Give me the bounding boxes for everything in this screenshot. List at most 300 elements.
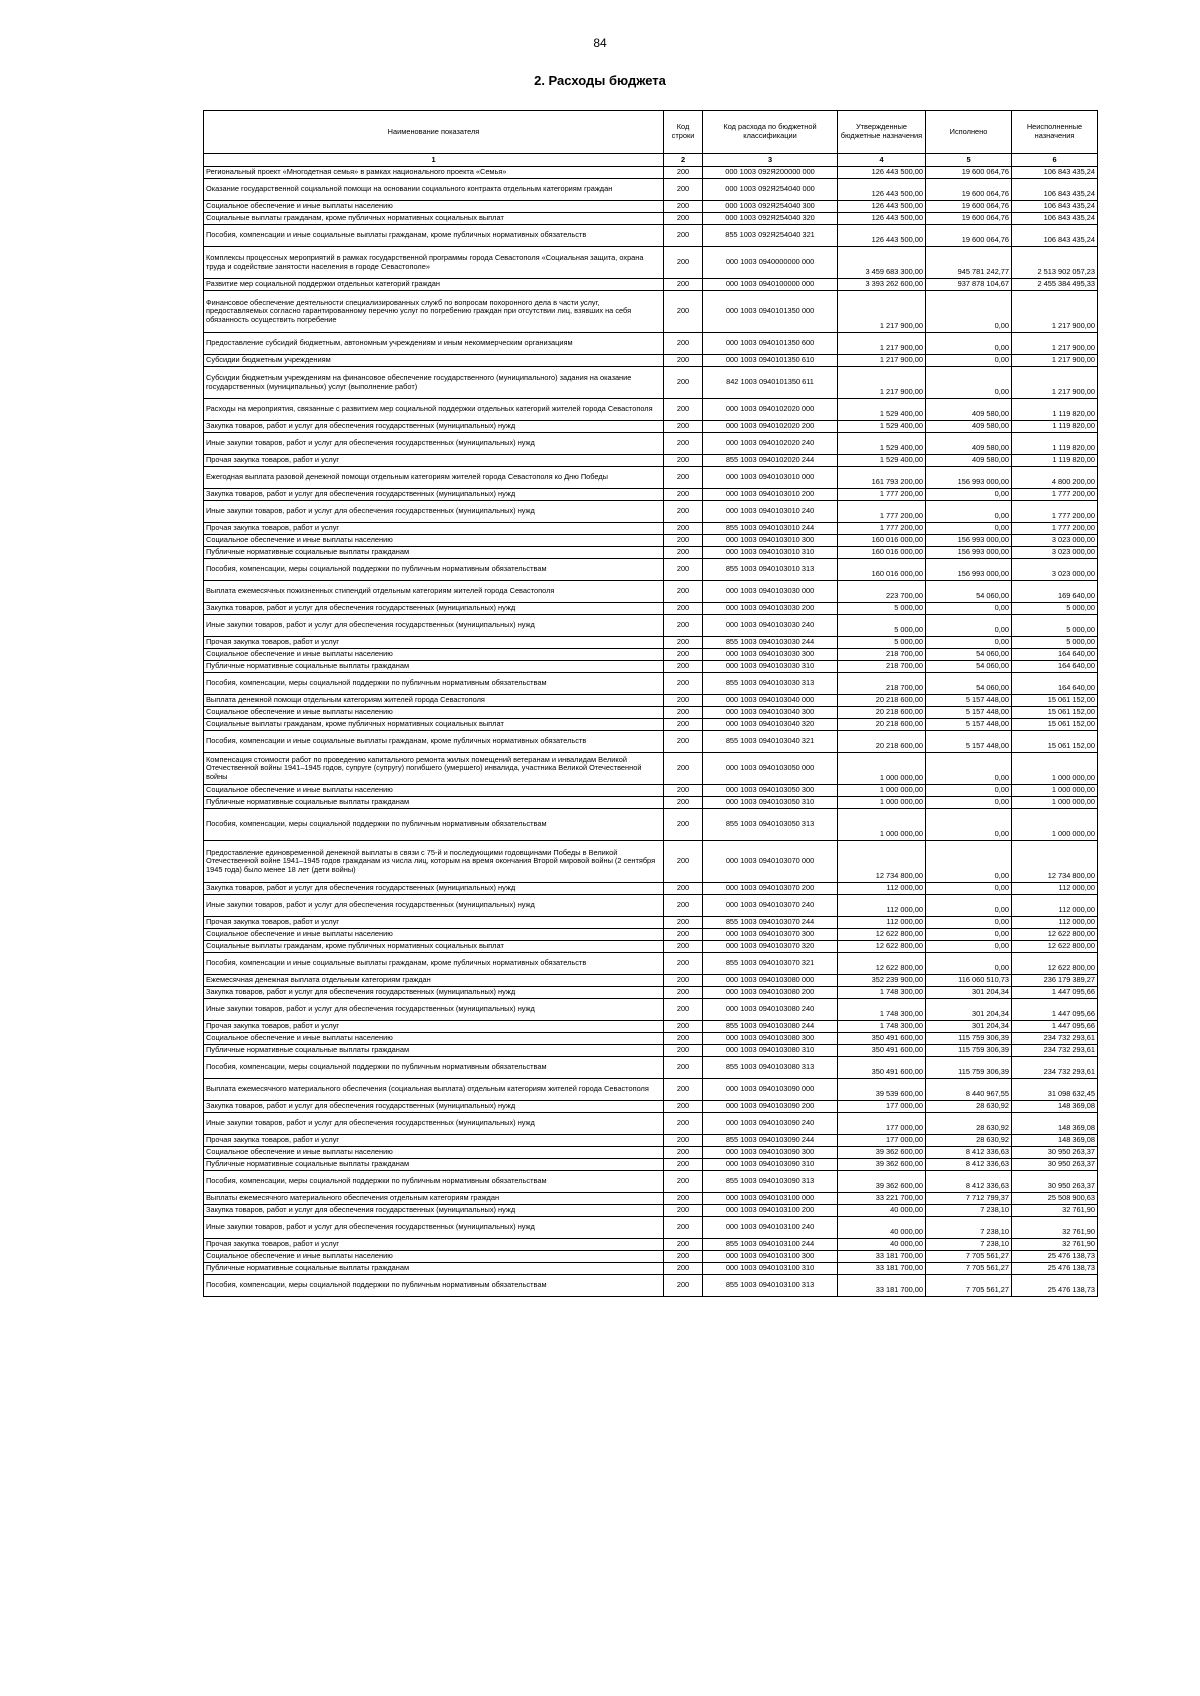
row-name: Социальное обеспечение и иные выплаты населению [204,649,664,661]
row-name: Финансовое обеспечение деятельности специализированных служб по вопросам похоронного дела в части услуг, предоставляемых согласно гарантированному перечню услуг по погребению граждан при отсутствии лиц, взявших на себя обязанность осуществить погребение [204,291,664,333]
row-name: Прочая закупка товаров, работ и услуг [204,1239,664,1251]
row-executed: 7 705 561,27 [926,1251,1012,1263]
table-row [204,467,1098,489]
row-remaining: 1 000 000,00 [1012,797,1098,809]
row-line-code: 200 [664,1275,703,1297]
row-name: Закупка товаров, работ и услуг для обеспечения государственных (муниципальных) нужд [204,883,664,895]
column-header-name: Наименование показателя [204,111,664,154]
row-remaining: 148 369,08 [1012,1101,1098,1113]
row-name: Пособия, компенсации и иные социальные выплаты гражданам, кроме публичных нормативных обязательств [204,731,664,753]
row-remaining: 106 843 435,24 [1012,213,1098,225]
row-approved: 1 000 000,00 [838,785,926,797]
row-approved: 1 748 300,00 [838,1021,926,1033]
row-approved: 126 443 500,00 [838,167,926,179]
row-approved: 3 459 683 300,00 [838,247,926,279]
row-executed: 5 157 448,00 [926,707,1012,719]
row-line-code: 200 [664,501,703,523]
table-row [204,547,1098,559]
row-approved: 126 443 500,00 [838,213,926,225]
row-approved: 5 000,00 [838,637,926,649]
row-name: Публичные нормативные социальные выплаты гражданам [204,1045,664,1057]
row-executed: 7 705 561,27 [926,1275,1012,1297]
row-remaining: 1 000 000,00 [1012,809,1098,841]
row-line-code: 200 [664,213,703,225]
row-line-code: 200 [664,731,703,753]
row-line-code: 200 [664,941,703,953]
row-remaining: 1 217 900,00 [1012,367,1098,399]
row-approved: 112 000,00 [838,883,926,895]
row-executed: 7 238,10 [926,1239,1012,1251]
row-classification-code: 855 1003 0940103090 244 [703,1135,838,1147]
row-name: Прочая закупка товаров, работ и услуг [204,455,664,467]
row-approved: 39 539 600,00 [838,1079,926,1101]
row-approved: 177 000,00 [838,1113,926,1135]
row-name: Закупка товаров, работ и услуг для обеспечения государственных (муниципальных) нужд [204,1205,664,1217]
row-approved: 352 239 900,00 [838,975,926,987]
row-line-code: 200 [664,225,703,247]
table-row [204,637,1098,649]
page-number: 84 [593,36,607,50]
row-name: Выплата денежной помощи отдельным категориям жителей города Севастополя [204,695,664,707]
row-executed: 0,00 [926,603,1012,615]
row-executed: 7 705 561,27 [926,1263,1012,1275]
row-name: Прочая закупка товаров, работ и услуг [204,637,664,649]
row-line-code: 200 [664,581,703,603]
table-row [204,1033,1098,1045]
table-row [204,1045,1098,1057]
row-executed: 28 630,92 [926,1135,1012,1147]
row-remaining: 148 369,08 [1012,1135,1098,1147]
row-name: Субсидии бюджетным учреждениям [204,355,664,367]
row-approved: 126 443 500,00 [838,225,926,247]
row-name: Выплата ежемесячных пожизненных стипендий отдельным категориям жителей города Севастополя [204,581,664,603]
row-remaining: 2 455 384 495,33 [1012,279,1098,291]
row-approved: 218 700,00 [838,673,926,695]
row-classification-code: 855 1003 0940103080 244 [703,1021,838,1033]
column-number: 5 [926,154,1012,167]
table-row [204,433,1098,455]
row-name: Прочая закупка товаров, работ и услуг [204,523,664,535]
table-row [204,975,1098,987]
row-approved: 40 000,00 [838,1217,926,1239]
row-approved: 160 016 000,00 [838,559,926,581]
row-line-code: 200 [664,999,703,1021]
row-name: Социальные выплаты гражданам, кроме публичных нормативных социальных выплат [204,719,664,731]
row-classification-code: 855 1003 0940103080 313 [703,1057,838,1079]
row-remaining: 1 777 200,00 [1012,523,1098,535]
row-classification-code: 855 1003 0940103070 321 [703,953,838,975]
row-classification-code: 000 1003 092Я254040 300 [703,201,838,213]
row-approved: 1 217 900,00 [838,291,926,333]
row-executed: 8 412 336,63 [926,1159,1012,1171]
row-remaining: 234 732 293,61 [1012,1033,1098,1045]
row-name: Иные закупки товаров, работ и услуг для обеспечения государственных (муниципальных) нужд [204,1113,664,1135]
row-approved: 39 362 600,00 [838,1171,926,1193]
row-name: Иные закупки товаров, работ и услуг для обеспечения государственных (муниципальных) нужд [204,999,664,1021]
row-remaining: 1 777 200,00 [1012,489,1098,501]
row-classification-code: 855 1003 0940103010 313 [703,559,838,581]
row-approved: 33 181 700,00 [838,1251,926,1263]
row-executed: 19 600 064,76 [926,225,1012,247]
row-classification-code: 000 1003 0940103090 310 [703,1159,838,1171]
row-name: Ежегодная выплата разовой денежной помощи отдельным категориям жителей города Севастополя ко Дню Победы [204,467,664,489]
row-line-code: 200 [664,719,703,731]
row-approved: 12 734 800,00 [838,841,926,883]
row-line-code: 200 [664,367,703,399]
row-executed: 0,00 [926,895,1012,917]
row-remaining: 15 061 152,00 [1012,695,1098,707]
row-line-code: 200 [664,433,703,455]
row-executed: 0,00 [926,615,1012,637]
row-executed: 156 993 000,00 [926,467,1012,489]
row-name: Социальные выплаты гражданам, кроме публичных нормативных социальных выплат [204,213,664,225]
row-name: Оказание государственной социальной помощи на основании социального контракта отдельным категориям граждан [204,179,664,201]
row-remaining: 106 843 435,24 [1012,225,1098,247]
row-executed: 54 060,00 [926,649,1012,661]
row-classification-code: 000 1003 0940103030 200 [703,603,838,615]
table-row [204,535,1098,547]
row-name: Предоставление субсидий бюджетным, автономным учреждениям и иным некоммерческим организациям [204,333,664,355]
row-executed: 7 238,10 [926,1217,1012,1239]
row-executed: 8 440 967,55 [926,1079,1012,1101]
row-classification-code: 000 1003 0940103070 200 [703,883,838,895]
row-classification-code: 855 1003 0940103100 313 [703,1275,838,1297]
row-name: Иные закупки товаров, работ и услуг для обеспечения государственных (муниципальных) нужд [204,501,664,523]
table-row [204,1147,1098,1159]
row-remaining: 12 622 800,00 [1012,953,1098,975]
row-classification-code: 000 1003 0940103080 310 [703,1045,838,1057]
row-approved: 33 181 700,00 [838,1275,926,1297]
row-name: Субсидии бюджетным учреждениям на финансовое обеспечение государственного (муниципального) задания на оказание государственных (муниципальных) услуг (выполнение работ) [204,367,664,399]
row-line-code: 200 [664,637,703,649]
row-executed: 0,00 [926,941,1012,953]
row-classification-code: 855 1003 0940103030 313 [703,673,838,695]
row-name: Социальное обеспечение и иные выплаты населению [204,201,664,213]
row-line-code: 200 [664,1147,703,1159]
row-approved: 126 443 500,00 [838,179,926,201]
row-executed: 0,00 [926,841,1012,883]
row-classification-code: 000 1003 092Я254040 320 [703,213,838,225]
row-line-code: 200 [664,1021,703,1033]
row-classification-code: 855 1003 0940103030 244 [703,637,838,649]
row-executed: 28 630,92 [926,1101,1012,1113]
row-name: Социальное обеспечение и иные выплаты населению [204,707,664,719]
row-classification-code: 000 1003 0940103050 310 [703,797,838,809]
row-executed: 0,00 [926,753,1012,785]
row-remaining: 15 061 152,00 [1012,719,1098,731]
table-row [204,581,1098,603]
row-name: Региональный проект «Многодетная семья» в рамках национального проекта «Семья» [204,167,664,179]
row-remaining: 30 950 263,37 [1012,1159,1098,1171]
row-approved: 12 622 800,00 [838,929,926,941]
table-row [204,785,1098,797]
row-executed: 301 204,34 [926,999,1012,1021]
row-line-code: 200 [664,291,703,333]
row-name: Прочая закупка товаров, работ и услуг [204,917,664,929]
table-row [204,841,1098,883]
row-remaining: 25 508 900,63 [1012,1193,1098,1205]
row-line-code: 200 [664,649,703,661]
row-classification-code: 000 1003 0940103010 200 [703,489,838,501]
row-remaining: 15 061 152,00 [1012,731,1098,753]
row-classification-code: 000 1003 0940103050 300 [703,785,838,797]
row-remaining: 236 179 389,27 [1012,975,1098,987]
column-number-row [204,154,1098,167]
row-remaining: 25 476 138,73 [1012,1251,1098,1263]
row-classification-code: 000 1003 0940103070 320 [703,941,838,953]
row-name: Иные закупки товаров, работ и услуг для обеспечения государственных (муниципальных) нужд [204,895,664,917]
row-name: Пособия, компенсации, меры социальной поддержки по публичным нормативным обязательствам [204,1171,664,1193]
table-row [204,167,1098,179]
row-executed: 54 060,00 [926,581,1012,603]
row-line-code: 200 [664,421,703,433]
row-line-code: 200 [664,661,703,673]
table-row [204,809,1098,841]
row-remaining: 2 513 902 057,23 [1012,247,1098,279]
table-row [204,1217,1098,1239]
row-line-code: 200 [664,201,703,213]
row-line-code: 200 [664,1113,703,1135]
table-row [204,929,1098,941]
row-line-code: 200 [664,1193,703,1205]
row-line-code: 200 [664,1205,703,1217]
row-remaining: 12 622 800,00 [1012,929,1098,941]
row-classification-code: 000 1003 0940103010 310 [703,547,838,559]
row-classification-code: 000 1003 0940102020 200 [703,421,838,433]
row-classification-code: 000 1003 0940103100 310 [703,1263,838,1275]
table-row [204,333,1098,355]
row-classification-code: 000 1003 0940100000 000 [703,279,838,291]
row-name: Закупка товаров, работ и услуг для обеспечения государственных (муниципальных) нужд [204,421,664,433]
row-classification-code: 000 1003 0940103080 300 [703,1033,838,1045]
row-line-code: 200 [664,489,703,501]
row-classification-code: 000 1003 0940103070 000 [703,841,838,883]
row-executed: 7 238,10 [926,1205,1012,1217]
row-remaining: 15 061 152,00 [1012,707,1098,719]
row-remaining: 1 119 820,00 [1012,421,1098,433]
row-remaining: 1 447 095,66 [1012,999,1098,1021]
row-classification-code: 000 1003 0940103070 300 [703,929,838,941]
row-name: Пособия, компенсации, меры социальной поддержки по публичным нормативным обязательствам [204,1275,664,1297]
row-name: Социальное обеспечение и иные выплаты населению [204,1251,664,1263]
row-executed: 19 600 064,76 [926,213,1012,225]
row-classification-code: 000 1003 092Я254040 000 [703,179,838,201]
row-remaining: 31 098 632,45 [1012,1079,1098,1101]
row-executed: 0,00 [926,797,1012,809]
row-executed: 0,00 [926,523,1012,535]
row-classification-code: 000 1003 0940103010 300 [703,535,838,547]
row-approved: 39 362 600,00 [838,1159,926,1171]
row-classification-code: 000 1003 0940103010 000 [703,467,838,489]
row-executed: 156 993 000,00 [926,535,1012,547]
row-line-code: 200 [664,1079,703,1101]
row-classification-code: 000 1003 0940103070 240 [703,895,838,917]
row-name: Закупка товаров, работ и услуг для обеспечения государственных (муниципальных) нужд [204,987,664,999]
row-executed: 409 580,00 [926,421,1012,433]
row-executed: 19 600 064,76 [926,167,1012,179]
row-approved: 1 529 400,00 [838,433,926,455]
table-row [204,797,1098,809]
row-name: Закупка товаров, работ и услуг для обеспечения государственных (муниципальных) нужд [204,603,664,615]
row-name: Социальное обеспечение и иные выплаты населению [204,1033,664,1045]
row-executed: 0,00 [926,883,1012,895]
row-executed: 19 600 064,76 [926,179,1012,201]
row-line-code: 200 [664,1217,703,1239]
row-executed: 8 412 336,63 [926,1147,1012,1159]
table-header-row [204,111,1098,154]
row-line-code: 200 [664,917,703,929]
row-executed: 0,00 [926,929,1012,941]
row-name: Закупка товаров, работ и услуг для обеспечения государственных (муниципальных) нужд [204,1101,664,1113]
row-approved: 1 777 200,00 [838,523,926,535]
row-remaining: 1 217 900,00 [1012,333,1098,355]
row-remaining: 32 761,90 [1012,1239,1098,1251]
row-name: Публичные нормативные социальные выплаты гражданам [204,797,664,809]
row-line-code: 200 [664,883,703,895]
row-line-code: 200 [664,279,703,291]
row-approved: 1 529 400,00 [838,421,926,433]
row-remaining: 1 000 000,00 [1012,753,1098,785]
row-name: Предоставление единовременной денежной выплаты в связи с 75-й и последующими годовщинами Победы в Великой Отечественной войне 1941–1945 годов гражданам из числа лиц, которым на время окончания Второй мировой войны (2 сентября 1945 года) было менее 18 лет (дети войны) [204,841,664,883]
table-row [204,1275,1098,1297]
row-executed: 0,00 [926,501,1012,523]
row-remaining: 1 119 820,00 [1012,399,1098,421]
row-classification-code: 855 1003 0940103010 244 [703,523,838,535]
row-executed: 54 060,00 [926,673,1012,695]
row-classification-code: 000 1003 0940103040 320 [703,719,838,731]
row-name: Закупка товаров, работ и услуг для обеспечения государственных (муниципальных) нужд [204,489,664,501]
row-approved: 5 000,00 [838,603,926,615]
row-classification-code: 000 1003 0940103090 300 [703,1147,838,1159]
row-approved: 1 777 200,00 [838,501,926,523]
row-remaining: 1 217 900,00 [1012,291,1098,333]
row-classification-code: 000 1003 0940101350 000 [703,291,838,333]
row-approved: 1 000 000,00 [838,809,926,841]
row-executed: 156 993 000,00 [926,559,1012,581]
row-name: Пособия, компенсации, меры социальной поддержки по публичным нормативным обязательствам [204,1057,664,1079]
table-row [204,987,1098,999]
row-line-code: 200 [664,797,703,809]
row-name: Публичные нормативные социальные выплаты гражданам [204,1159,664,1171]
row-remaining: 1 217 900,00 [1012,355,1098,367]
row-name: Социальные выплаты гражданам, кроме публичных нормативных социальных выплат [204,941,664,953]
row-line-code: 200 [664,1033,703,1045]
row-classification-code: 855 1003 0940103040 321 [703,731,838,753]
row-approved: 177 000,00 [838,1135,926,1147]
table-row [204,1021,1098,1033]
row-line-code: 200 [664,695,703,707]
row-executed: 115 759 306,39 [926,1057,1012,1079]
row-classification-code: 855 1003 0940102020 244 [703,455,838,467]
row-approved: 1 000 000,00 [838,797,926,809]
row-approved: 1 748 300,00 [838,987,926,999]
table-row [204,355,1098,367]
row-approved: 350 491 600,00 [838,1033,926,1045]
table-row [204,1101,1098,1113]
table-row [204,399,1098,421]
row-approved: 3 393 262 600,00 [838,279,926,291]
row-classification-code: 000 1003 0940103100 240 [703,1217,838,1239]
table-row [204,917,1098,929]
row-classification-code: 000 1003 0940103080 240 [703,999,838,1021]
row-approved: 33 181 700,00 [838,1263,926,1275]
table-row [204,661,1098,673]
row-classification-code: 855 1003 0940103070 244 [703,917,838,929]
row-classification-code: 000 1003 0940103100 000 [703,1193,838,1205]
column-header-remaining: Неисполненные назначения [1012,111,1098,154]
row-approved: 112 000,00 [838,917,926,929]
table-row [204,1057,1098,1079]
row-approved: 12 622 800,00 [838,941,926,953]
row-classification-code: 000 1003 0940103100 200 [703,1205,838,1217]
row-line-code: 200 [664,455,703,467]
row-line-code: 200 [664,953,703,975]
table-row [204,1159,1098,1171]
table-row [204,523,1098,535]
table-row [204,883,1098,895]
row-line-code: 200 [664,1135,703,1147]
row-executed: 409 580,00 [926,399,1012,421]
row-name: Пособия, компенсации и иные социальные выплаты гражданам, кроме публичных нормативных обязательств [204,953,664,975]
row-approved: 20 218 600,00 [838,719,926,731]
row-name: Ежемесячная денежная выплата отдельным категориям граждан [204,975,664,987]
row-executed: 0,00 [926,333,1012,355]
row-approved: 20 218 600,00 [838,695,926,707]
table-row [204,291,1098,333]
row-line-code: 200 [664,753,703,785]
row-approved: 1 217 900,00 [838,333,926,355]
row-executed: 937 878 104,67 [926,279,1012,291]
row-classification-code: 000 1003 0940103090 240 [703,1113,838,1135]
table-row [204,1135,1098,1147]
column-number: 3 [703,154,838,167]
row-name: Иные закупки товаров, работ и услуг для обеспечения государственных (муниципальных) нужд [204,1217,664,1239]
row-executed: 0,00 [926,809,1012,841]
row-approved: 20 218 600,00 [838,707,926,719]
row-classification-code: 000 1003 0940103030 300 [703,649,838,661]
row-line-code: 200 [664,975,703,987]
row-remaining: 234 732 293,61 [1012,1057,1098,1079]
row-remaining: 30 950 263,37 [1012,1171,1098,1193]
row-line-code: 200 [664,785,703,797]
table-row [204,559,1098,581]
row-line-code: 200 [664,399,703,421]
row-remaining: 112 000,00 [1012,917,1098,929]
row-line-code: 200 [664,1057,703,1079]
row-executed: 945 781 242,77 [926,247,1012,279]
table-row [204,941,1098,953]
row-approved: 39 362 600,00 [838,1147,926,1159]
row-name: Публичные нормативные социальные выплаты гражданам [204,661,664,673]
row-line-code: 200 [664,929,703,941]
row-remaining: 1 447 095,66 [1012,987,1098,999]
row-remaining: 1 119 820,00 [1012,455,1098,467]
row-executed: 0,00 [926,637,1012,649]
row-executed: 409 580,00 [926,455,1012,467]
row-approved: 160 016 000,00 [838,535,926,547]
row-executed: 0,00 [926,355,1012,367]
row-remaining: 106 843 435,24 [1012,179,1098,201]
table-row [204,695,1098,707]
row-remaining: 25 476 138,73 [1012,1275,1098,1297]
row-line-code: 200 [664,535,703,547]
row-remaining: 106 843 435,24 [1012,201,1098,213]
row-classification-code: 842 1003 0940101350 611 [703,367,838,399]
table-row [204,719,1098,731]
row-approved: 5 000,00 [838,615,926,637]
table-row [204,225,1098,247]
row-remaining: 12 734 800,00 [1012,841,1098,883]
